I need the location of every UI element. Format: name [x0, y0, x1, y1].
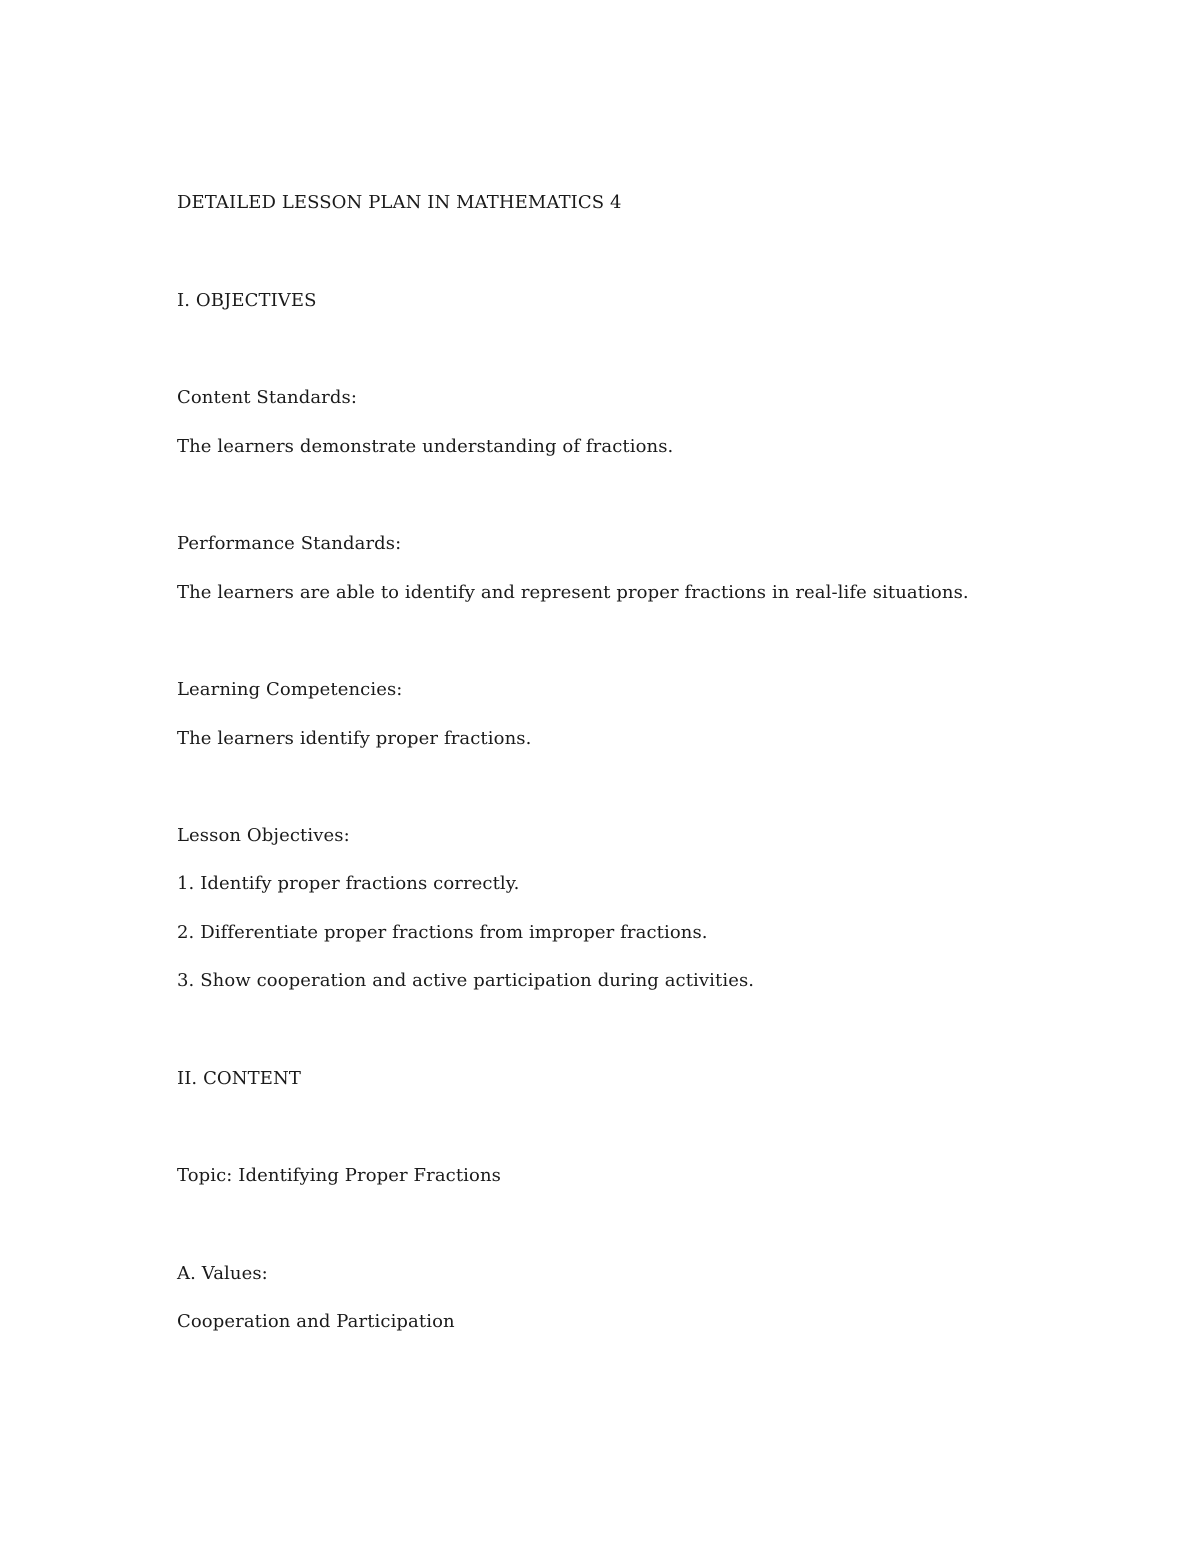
lesson-objective-item-1: 1. Identify proper fractions correctly. [177, 873, 520, 894]
objectives-heading: I. OBJECTIVES [177, 290, 317, 311]
learning-competencies-text: The learners identify proper fractions. [177, 728, 532, 749]
document-title: DETAILED LESSON PLAN IN MATHEMATICS 4 [177, 192, 622, 213]
lesson-objectives-label: Lesson Objectives: [177, 825, 350, 846]
values-label: A. Values: [177, 1263, 268, 1284]
values-text: Cooperation and Participation [177, 1311, 455, 1332]
performance-standards-label: Performance Standards: [177, 533, 402, 554]
content-standards-label: Content Standards: [177, 387, 358, 408]
performance-standards-text: The learners are able to identify and represent proper fractions in real-life situations. [177, 582, 969, 603]
lesson-objective-item-2: 2. Differentiate proper fractions from improper fractions. [177, 922, 708, 943]
content-standards-text: The learners demonstrate understanding of fractions. [177, 436, 674, 457]
topic-text: Topic: Identifying Proper Fractions [177, 1165, 502, 1186]
content-heading: II. CONTENT [177, 1068, 301, 1089]
lesson-objective-item-3: 3. Show cooperation and active participation during activities. [177, 970, 755, 991]
learning-competencies-label: Learning Competencies: [177, 679, 403, 700]
